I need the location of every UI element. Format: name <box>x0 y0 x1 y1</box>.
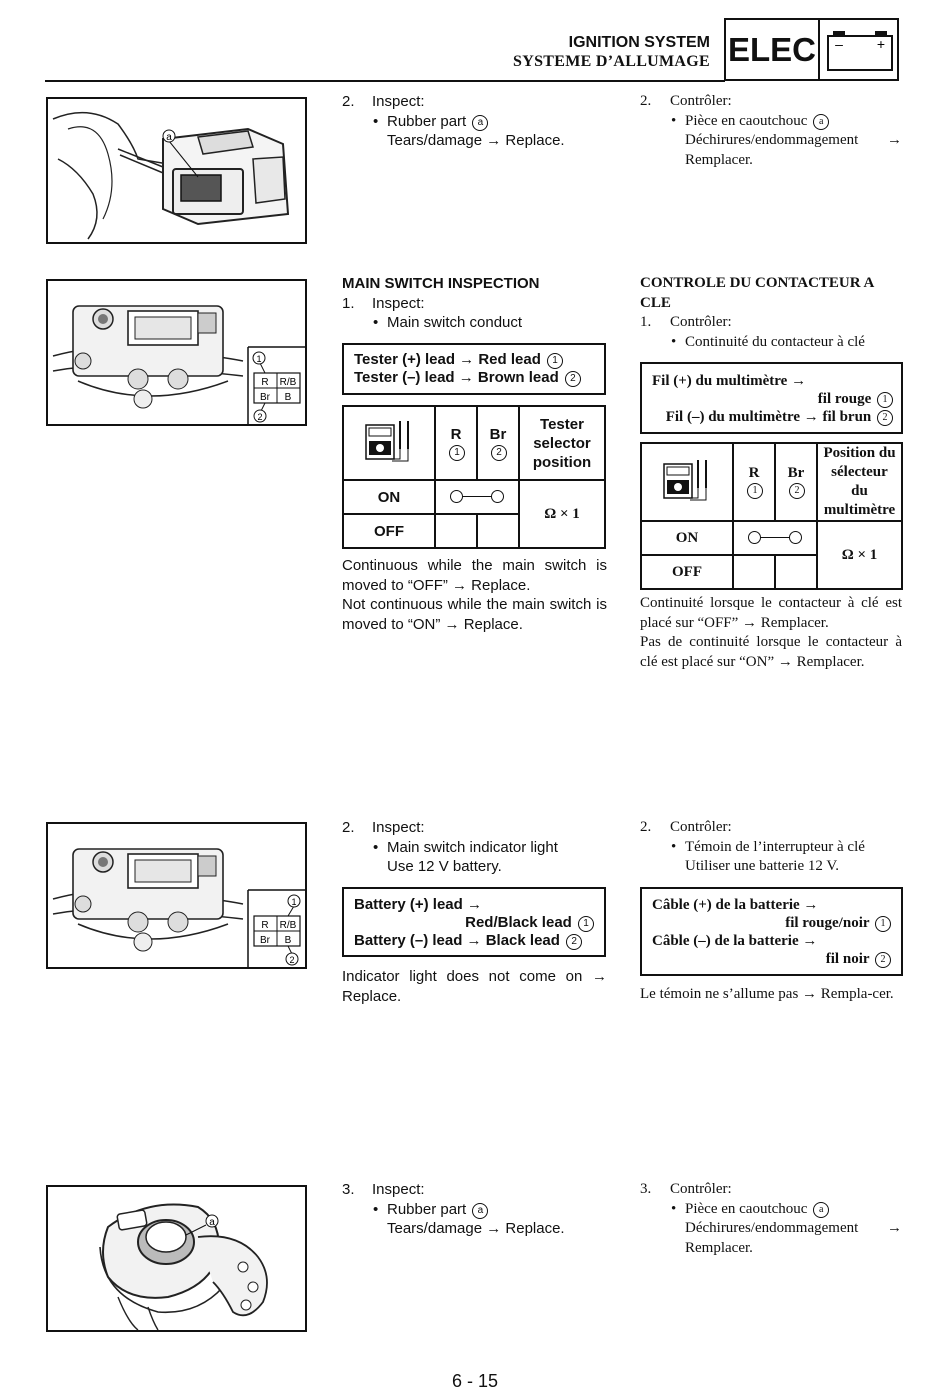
s2-fr-box-line1a: Fil (+) du multimètre → <box>652 373 807 389</box>
fig3-pin-r: R <box>261 920 269 931</box>
s3-fr-box-ref2: 2 <box>875 952 891 968</box>
s4-fr-item-ref: a <box>813 1202 829 1218</box>
s1-fr-arrow: → <box>887 132 902 149</box>
s3-en-note: Indicator light does not come on → Replace. <box>342 968 607 1005</box>
s1-en-item-ref: a <box>472 115 488 131</box>
s3-en-step: Inspect: <box>372 819 425 836</box>
s1-fr-num: 2. <box>640 93 652 109</box>
s2-en-notes <box>342 556 607 634</box>
s2-en-col-r: R <box>450 425 462 443</box>
s4-en-step: Inspect: <box>372 1181 425 1198</box>
s1-en-num: 2. <box>342 93 355 110</box>
s3-en-box-line2: Battery (–) lead → Black lead <box>354 932 560 949</box>
s1-fr-item-ref: a <box>813 114 829 130</box>
s3-en-item: • Main switch indicator light <box>387 838 558 856</box>
s2-en-col-pos: Tester selector position <box>519 406 605 480</box>
s2-fr-block <box>640 274 902 352</box>
s2-en-continuity-table <box>342 405 606 549</box>
s4-fr-arrow: → <box>887 1220 902 1237</box>
s2-fr-num: 1. <box>640 314 652 331</box>
s2-en-range: Ω × 1 <box>519 480 605 548</box>
s2-fr-row-off: OFF <box>641 555 733 589</box>
s3-fr-note: Le témoin ne s’allume pas → Rempla-cer. <box>640 986 894 1002</box>
s3-en-num: 2. <box>342 819 355 836</box>
s2-en-row-on: ON <box>343 480 435 514</box>
s2-fr-heading: CONTROLE DU CONTACTEUR A CLE <box>640 275 874 311</box>
s3-fr-num: 2. <box>640 819 652 835</box>
s2-en-num: 1. <box>342 294 355 312</box>
fig3-callout-2: 2 <box>289 955 295 965</box>
multimeter-icon <box>662 458 712 502</box>
tester-icon-cell <box>343 406 435 480</box>
s1-en-block <box>342 92 607 151</box>
s4-fr-item: Pièce en caoutchouc <box>685 1200 808 1217</box>
s2-en-col-r-ref: 1 <box>449 445 465 461</box>
s4-en-item-ref: a <box>472 1203 488 1219</box>
s3-en-lead-box <box>342 887 606 957</box>
s2-en-col-br: Br <box>489 425 507 443</box>
fig3-callout-1: 1 <box>291 897 297 907</box>
multimeter-icon <box>364 419 414 463</box>
page-number: 6 - 15 <box>451 1371 499 1391</box>
s2-en-off-r <box>435 514 477 548</box>
s2-en-on-connection <box>435 480 519 514</box>
tester-icon-cell-fr <box>641 443 733 521</box>
fig2-callout-1: 1 <box>256 354 262 364</box>
s2-en-heading: MAIN SWITCH INSPECTION <box>342 275 540 292</box>
s2-fr-col-r-ref: 1 <box>747 483 763 499</box>
s2-en-block <box>342 274 607 333</box>
s2-fr-step: Contrôler: <box>670 314 732 331</box>
fig2-pin-r: R <box>261 377 269 388</box>
s2-fr-box-ref2: 2 <box>877 410 893 426</box>
figure-main-switch-1 <box>46 279 307 426</box>
s2-en-row-off: OFF <box>343 514 435 548</box>
s2-fr-range: Ω × 1 <box>817 521 902 589</box>
s2-fr-notes <box>640 594 902 672</box>
figure-main-switch-2 <box>46 822 307 969</box>
header-title-fr: SYSTEME D’ALLUMAGE <box>513 53 710 70</box>
s2-fr-note1: Continuité lorsque le contacteur à clé est placé sur “OFF” → Remplacer. <box>640 595 902 631</box>
s1-fr-block <box>640 92 902 170</box>
s2-fr-col-r: R <box>748 465 760 481</box>
battery-plus: + <box>876 36 886 52</box>
s1-en-step: Inspect: <box>372 93 425 110</box>
s4-fr-num: 3. <box>640 1181 652 1197</box>
s1-fr-action2: Remplacer. <box>685 151 753 168</box>
figure-callout-a: a <box>166 132 172 143</box>
fig3-pin-br: Br <box>260 935 270 946</box>
s2-en-box-ref1: 1 <box>547 353 563 369</box>
figure-rubber-part-1 <box>46 97 307 244</box>
s3-fr-step: Contrôler: <box>670 819 732 835</box>
fig2-callout-2: 2 <box>257 412 263 422</box>
s3-fr-box-line1b: fil rouge/noir <box>785 915 870 931</box>
s3-fr-box-line2b: fil noir <box>825 951 870 967</box>
section-tab <box>724 18 899 81</box>
s3-en-item2: Use 12 V battery. <box>387 858 502 876</box>
s3-fr-box-line2a: Câble (–) de la batterie → <box>652 933 818 949</box>
s3-fr-box-line1a: Câble (+) de la batterie → <box>652 897 819 913</box>
s3-fr-item2: Utiliser une batterie 12 V. <box>685 858 839 875</box>
s2-en-step: Inspect: <box>372 294 425 312</box>
s4-fr-step: Contrôler: <box>670 1181 732 1197</box>
s2-fr-on-connection <box>733 521 817 555</box>
fig2-pin-br: Br <box>260 392 270 403</box>
s2-en-note1: Continuous while the main switch is moved to “OFF” → Replace. <box>342 557 607 594</box>
fig2-pin-rb: R/B <box>279 377 297 388</box>
s2-en-note2: Not continuous while the main switch is moved to “ON” → Replace. <box>342 596 607 633</box>
s2-fr-box-line1b: fil rouge <box>817 391 872 407</box>
s2-en-box-line2: Tester (–) lead → Brown lead <box>354 369 559 386</box>
s2-fr-col-br-ref: 2 <box>789 483 805 499</box>
s1-en-action: Tears/damage → Replace. <box>387 132 565 150</box>
s4-en-action: Tears/damage → Replace. <box>387 1220 565 1238</box>
s3-en-box-line1a: Battery (+) lead → <box>354 896 482 913</box>
s1-en-item: Rubber part <box>387 112 467 130</box>
s2-en-off-br <box>477 514 519 548</box>
s3-en-block <box>342 818 607 877</box>
s3-en-box-ref1: 1 <box>578 916 594 932</box>
section-label: ELEC <box>726 20 820 79</box>
s1-fr-item: Pièce en caoutchouc <box>685 112 808 129</box>
s3-fr-item: • Témoin de l’interrupteur à clé <box>685 838 865 855</box>
header-rule <box>45 80 725 82</box>
s2-en-item: • Main switch conduct <box>387 314 523 332</box>
s2-fr-item: • Continuité du contacteur à clé <box>685 333 865 350</box>
s2-en-box-line1: Tester (+) lead → Red lead <box>354 351 541 368</box>
s4-fr-action2: Remplacer. <box>685 1239 753 1256</box>
s1-fr-action1: Déchirures/endommagement <box>685 132 859 149</box>
fig2-pin-b: B <box>284 392 292 403</box>
fig3-pin-b: B <box>284 935 292 946</box>
s4-en-num: 3. <box>342 1181 355 1198</box>
s2-fr-continuity-table <box>640 442 903 590</box>
s3-fr-block <box>640 818 902 877</box>
s2-en-box-ref2: 2 <box>565 371 581 387</box>
s3-en-box-line1b: Red/Black lead <box>465 914 572 931</box>
header-title-en: IGNITION SYSTEM <box>568 34 710 51</box>
s4-en-item: Rubber part <box>387 1200 467 1218</box>
s2-fr-off-br <box>775 555 817 589</box>
s2-en-col-br-ref: 2 <box>491 445 507 461</box>
s3-fr-box-ref1: 1 <box>875 916 891 932</box>
s4-en-block <box>342 1180 607 1239</box>
s2-fr-box-line2: Fil (–) du multimètre → fil brun <box>665 409 872 425</box>
s2-fr-col-br: Br <box>787 465 805 481</box>
s3-fr-lead-box <box>640 887 903 976</box>
s2-fr-note2: Pas de continuité lorsque le contacteur à clé est placé sur “ON” → Remplacer. <box>640 634 902 670</box>
s2-fr-off-r <box>733 555 775 589</box>
s4-fr-action1: Déchirures/endommagement <box>685 1220 859 1237</box>
figure4-callout-a: a <box>209 1217 215 1228</box>
s2-fr-box-ref1: 1 <box>877 392 893 408</box>
s3-en-box-ref2: 2 <box>566 934 582 950</box>
s2-fr-col-pos: Position du sélecteur du multimètre <box>817 443 902 521</box>
figure-rubber-part-2 <box>46 1185 307 1332</box>
battery-minus: – <box>835 36 843 52</box>
s1-fr-step: Contrôler: <box>670 93 732 109</box>
s2-en-lead-box <box>342 343 606 395</box>
battery-icon <box>827 28 893 71</box>
s2-fr-lead-box <box>640 362 903 434</box>
s4-fr-block <box>640 1180 902 1258</box>
fig3-pin-rb: R/B <box>279 920 297 931</box>
s2-fr-row-on: ON <box>641 521 733 555</box>
